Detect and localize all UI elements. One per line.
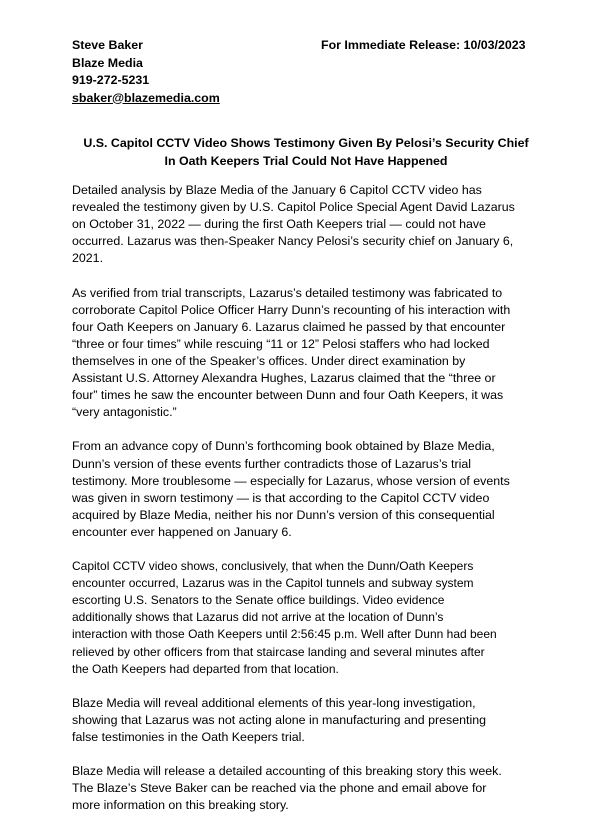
text-line: themselves in one of the Speaker’s offices. Under direct examination by: [72, 353, 466, 368]
contact-email-link[interactable]: sbaker@blazemedia.com: [72, 90, 220, 105]
paragraph-5: [72, 695, 548, 746]
text-line: “very antagonistic.”: [72, 405, 177, 420]
text-line: corroborate Capitol Police Officer Harry Dunn’s recounting of his interaction with: [72, 302, 511, 317]
contact-phone: 919-272-5231: [72, 73, 150, 87]
text-line: was given in sworn testimony — is that according to the Capitol CCTV video: [72, 490, 490, 505]
paragraph-1: [72, 182, 548, 267]
text-line: Assistant U.S. Attorney Alexandra Hughes, Lazarus claimed that the “three or: [72, 371, 496, 386]
headline-line: In Oath Keepers Trial Could Not Have Happened: [164, 153, 448, 168]
text-line: encounter occurred, Lazarus was in the Capitol tunnels and subway system: [72, 576, 474, 591]
body-text: [72, 182, 548, 832]
paragraph-2: [72, 285, 548, 422]
text-line: on October 31, 2022 — during the first Oath Keepers trial — could not have: [72, 217, 486, 232]
text-line: Capitol CCTV video shows, conclusively, that when the Dunn/Oath Keepers: [72, 559, 474, 574]
contact-block: [72, 37, 220, 107]
contact-organization: Blaze Media: [72, 55, 143, 70]
text-line: the Oath Keepers had departed from that location.: [72, 661, 339, 676]
text-line: “three or four times” while rescuing “11 or 12” Pelosi staffers who had locked: [72, 336, 490, 351]
text-line: interaction with those Oath Keepers until 2:56:45 p.m. Well after Dunn had been: [72, 627, 497, 642]
text-line: The Blaze’s Steve Baker can be reached via the phone and email above for: [72, 781, 487, 796]
text-line: more information on this breaking story.: [72, 798, 289, 813]
text-line: escorting U.S. Senators to the Senate office buildings. Video evidence: [72, 593, 445, 608]
text-line: revealed the testimony given by U.S. Capitol Police Special Agent David Lazarus: [72, 200, 515, 215]
contact-name: Steve Baker: [72, 38, 143, 52]
paragraph-6: [72, 763, 548, 814]
release-date: For Immediate Release: 10/03/2023: [321, 38, 526, 52]
text-line: four Oath Keepers on January 6. Lazarus claimed he passed by that encounter: [72, 319, 506, 334]
text-line: showing that Lazarus was not acting alone in manufacturing and presenting: [72, 712, 486, 727]
text-line: occurred. Lazarus was then-Speaker Nancy Pelosi’s security chief on January 6,: [72, 234, 514, 249]
text-line: As verified from trial transcripts, Lazarus’s detailed testimony was fabricated to: [72, 285, 503, 300]
text-line: Detailed analysis by Blaze Media of the January 6 Capitol CCTV video has: [72, 183, 482, 197]
text-line: 2021.: [72, 251, 104, 266]
headline: [72, 135, 540, 170]
text-line: four” times he saw the encounter between Dunn and four Oath Keepers, it was: [72, 388, 504, 403]
text-line: acquired by Blaze Media, neither his nor Dunn’s version of this consequential: [72, 507, 495, 522]
text-line: additionally shows that Lazarus did not arrive at the location of Dunn’s: [72, 610, 444, 625]
text-line: From an advance copy of Dunn’s forthcoming book obtained by Blaze Media,: [72, 439, 495, 454]
paragraph-4: [72, 558, 548, 678]
text-line: Dunn’s version of these events further contradicts those of Lazarus’s trial: [72, 456, 472, 471]
text-line: encounter ever happened on January 6.: [72, 524, 292, 539]
text-line: false testimonies in the Oath Keepers trial.: [72, 730, 305, 744]
text-line: relieved by other officers from that staircase landing and several minutes after: [72, 644, 485, 659]
text-line: testimony. More troublesome — especially for Lazarus, whose version of events: [72, 473, 510, 488]
text-line: Blaze Media will reveal additional elements of this year-long investigation,: [72, 695, 476, 710]
paragraph-3: [72, 438, 548, 541]
text-line: Blaze Media will release a detailed accounting of this breaking story this week.: [72, 764, 502, 779]
headline-line: U.S. Capitol CCTV Video Shows Testimony Given By Pelosi’s Security Chief: [83, 136, 529, 150]
